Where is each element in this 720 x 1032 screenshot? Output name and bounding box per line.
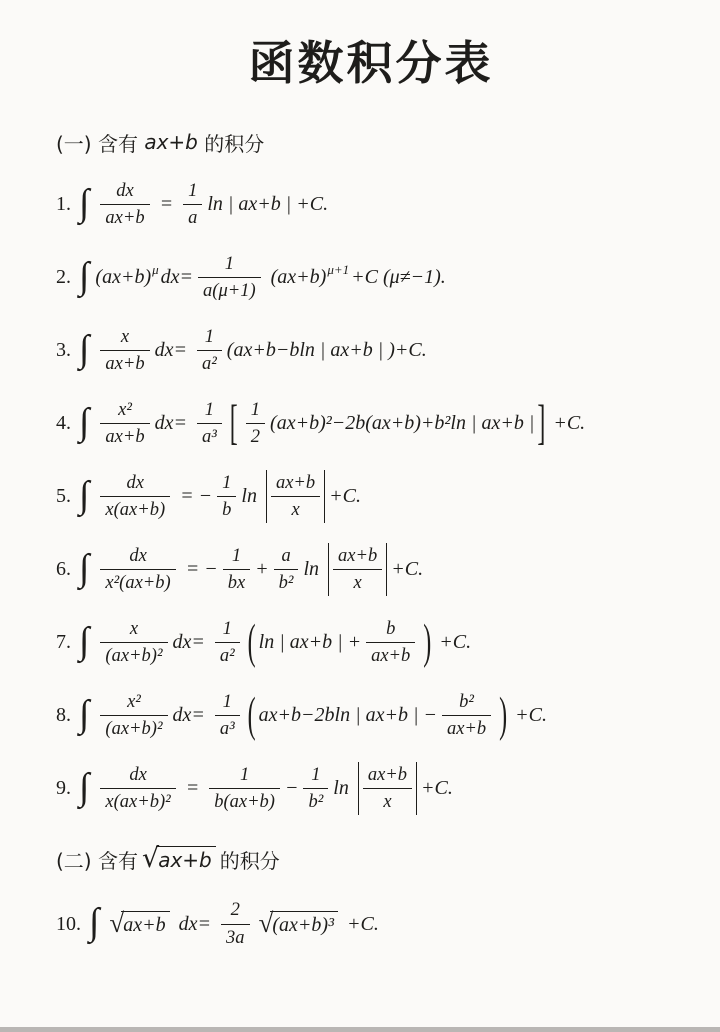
photo-bottom-edge bbox=[0, 1027, 720, 1032]
denominator: ax+b bbox=[442, 715, 491, 739]
numerator: 1 bbox=[250, 399, 261, 420]
fraction bbox=[100, 400, 149, 448]
open-delimiter: ( bbox=[247, 615, 256, 670]
section-1-text bbox=[56, 128, 264, 157]
integral-icon: ∫ bbox=[79, 692, 90, 735]
fraction bbox=[100, 619, 167, 667]
math-text: +C. bbox=[342, 912, 379, 935]
integral-icon: ∫ bbox=[79, 254, 90, 297]
fraction bbox=[442, 692, 491, 740]
math-text: dx= bbox=[173, 912, 216, 935]
denominator: b² bbox=[274, 569, 299, 593]
numerator: 1 bbox=[231, 545, 242, 566]
integral-icon: ∫ bbox=[79, 181, 90, 224]
section-1-header bbox=[56, 116, 686, 168]
fraction bbox=[246, 400, 265, 448]
integral-icon: ∫ bbox=[79, 765, 90, 808]
denominator: x²(ax+b) bbox=[100, 569, 175, 593]
formula-math bbox=[78, 543, 423, 597]
denominator: b bbox=[217, 496, 236, 520]
denominator: (ax+b)² bbox=[100, 715, 167, 739]
formula-math bbox=[78, 688, 548, 743]
fraction bbox=[217, 473, 236, 521]
radical-icon: √ bbox=[258, 908, 274, 939]
square-root bbox=[258, 908, 339, 939]
numerator: dx bbox=[129, 545, 147, 566]
denominator: 3a bbox=[221, 924, 250, 948]
math-text: ln | ax+b | + bbox=[258, 631, 362, 653]
numerator: dx bbox=[116, 180, 134, 201]
math-text: dx= bbox=[172, 631, 210, 653]
radical-icon: √ bbox=[109, 908, 125, 939]
absolute-value-fraction bbox=[266, 470, 325, 524]
fraction bbox=[100, 181, 149, 229]
square-root bbox=[141, 843, 216, 875]
numerator: 2 bbox=[230, 900, 240, 921]
math-text: (ax+b) bbox=[95, 266, 152, 288]
math-text: +C (μ≠−1). bbox=[351, 266, 446, 288]
math-text: +C. bbox=[391, 558, 424, 580]
fraction bbox=[100, 327, 149, 375]
numerator: 1 bbox=[204, 326, 215, 347]
numerator: b² bbox=[459, 691, 474, 712]
formula-number: 3. bbox=[56, 339, 71, 361]
math-text: (ax+b)²−2b(ax+b)+b²ln | ax+b | bbox=[270, 412, 535, 434]
math-text: +C. bbox=[510, 704, 548, 726]
fraction bbox=[197, 327, 222, 375]
page-title: 函数积分表 bbox=[248, 36, 494, 90]
denominator: a³ bbox=[197, 423, 222, 447]
math-text: ln bbox=[303, 558, 325, 580]
integral-icon: ∫ bbox=[79, 619, 90, 662]
formula-number: 5. bbox=[56, 485, 71, 507]
absolute-value-fraction bbox=[358, 762, 417, 816]
math-text: dx= bbox=[154, 412, 192, 434]
formula-math bbox=[78, 396, 586, 451]
formula-row-4 bbox=[56, 387, 686, 460]
math-text: +C. bbox=[434, 631, 472, 653]
section-text: (一) 含有 bbox=[56, 131, 145, 156]
formula-number: 9. bbox=[56, 777, 71, 799]
integral-icon: ∫ bbox=[89, 901, 100, 943]
formula-row-2 bbox=[56, 241, 686, 314]
denominator: b² bbox=[303, 788, 328, 812]
numerator: a bbox=[281, 545, 291, 566]
numerator: ax+b bbox=[338, 545, 378, 566]
denominator: a(μ+1) bbox=[198, 277, 261, 301]
formula-math bbox=[78, 181, 328, 229]
formula-number: 2. bbox=[56, 266, 71, 288]
formula-number: 7. bbox=[56, 631, 71, 653]
square-root bbox=[109, 908, 169, 939]
math-text: ln bbox=[241, 485, 262, 507]
denominator: ax+b bbox=[100, 350, 149, 374]
integral-icon: ∫ bbox=[79, 400, 90, 443]
numerator: x bbox=[120, 326, 130, 347]
fraction bbox=[366, 619, 415, 667]
formula-row-3 bbox=[56, 314, 686, 387]
math-text: +C. bbox=[548, 412, 586, 434]
numerator: ax+b bbox=[275, 472, 316, 493]
fraction bbox=[100, 473, 170, 521]
numerator: x² bbox=[118, 399, 132, 420]
absolute-value-fraction bbox=[328, 543, 387, 597]
math-text: dx= bbox=[160, 266, 194, 288]
formula-row-8 bbox=[56, 679, 686, 752]
radicand: ax+b bbox=[156, 846, 216, 872]
math-text: dx= bbox=[154, 339, 192, 361]
formula-number: 1. bbox=[56, 193, 71, 215]
integral-icon: ∫ bbox=[79, 327, 90, 370]
close-delimiter: ) bbox=[499, 688, 508, 743]
math-text: = − bbox=[175, 485, 213, 507]
formula-number: 10. bbox=[56, 912, 81, 935]
fraction bbox=[303, 765, 328, 813]
fraction bbox=[274, 546, 299, 594]
fraction bbox=[223, 546, 250, 594]
denominator: ax+b bbox=[366, 642, 415, 666]
fraction bbox=[100, 765, 175, 813]
radical-icon: √ bbox=[141, 843, 160, 875]
superscript: μ+1 bbox=[327, 261, 350, 277]
denominator: a bbox=[183, 204, 202, 228]
formula-math bbox=[78, 327, 427, 375]
math-text: (ax+b) bbox=[265, 266, 327, 288]
fraction bbox=[215, 692, 240, 740]
fraction bbox=[198, 254, 261, 302]
denominator: x(ax+b) bbox=[100, 496, 170, 520]
formula-math bbox=[78, 470, 361, 524]
formula-row-5 bbox=[56, 460, 686, 533]
math-text: = bbox=[154, 193, 179, 215]
numerator: x bbox=[129, 618, 139, 639]
numerator: 1 bbox=[224, 253, 234, 274]
formula-math bbox=[78, 762, 453, 816]
denominator: bx bbox=[223, 569, 250, 593]
denominator: 2 bbox=[246, 423, 265, 447]
numerator: 1 bbox=[239, 764, 250, 785]
math-text: ln | ax+b | +C. bbox=[207, 193, 329, 215]
denominator: a² bbox=[215, 642, 240, 666]
denominator: a³ bbox=[215, 715, 240, 739]
math-text: +C. bbox=[329, 485, 362, 507]
math-text: (ax+b−bln | ax+b | )+C. bbox=[226, 339, 427, 361]
formula-math bbox=[88, 900, 379, 948]
section-text: (二) 含有 bbox=[56, 848, 138, 873]
section-2-text bbox=[56, 845, 280, 874]
fraction bbox=[183, 181, 202, 229]
denominator: x bbox=[333, 569, 382, 593]
formula-row-9 bbox=[56, 752, 686, 825]
section-2-header bbox=[56, 833, 686, 885]
denominator: (ax+b)² bbox=[100, 642, 167, 666]
formula-math bbox=[78, 254, 446, 302]
formula-row-7 bbox=[56, 606, 686, 679]
close-delimiter: ) bbox=[423, 615, 432, 670]
math-text: = bbox=[180, 777, 205, 799]
open-delimiter: [ bbox=[229, 396, 238, 451]
denominator: a² bbox=[197, 350, 222, 374]
math-text: = − bbox=[180, 558, 218, 580]
denominator: x(ax+b)² bbox=[100, 788, 175, 812]
math-text: dx= bbox=[172, 704, 210, 726]
fraction bbox=[221, 900, 250, 948]
numerator: 1 bbox=[188, 180, 198, 201]
numerator: ax+b bbox=[367, 764, 408, 785]
math-text: ln bbox=[333, 777, 354, 799]
formula-row-1 bbox=[56, 168, 686, 241]
formula-row-10 bbox=[56, 885, 686, 963]
denominator: ax+b bbox=[100, 423, 149, 447]
denominator: ax+b bbox=[100, 204, 149, 228]
formula-number: 6. bbox=[56, 558, 71, 580]
numerator: 1 bbox=[222, 472, 232, 493]
denominator: x bbox=[363, 788, 412, 812]
section-text: 的积分 bbox=[219, 848, 280, 873]
fraction bbox=[209, 765, 280, 813]
formula-number: 4. bbox=[56, 412, 71, 434]
numerator: dx bbox=[129, 764, 147, 785]
math-text: ax+b bbox=[144, 130, 198, 154]
formula-number: 8. bbox=[56, 704, 71, 726]
radicand: ax+b bbox=[121, 911, 169, 937]
numerator: 1 bbox=[204, 399, 215, 420]
integral-icon: ∫ bbox=[79, 546, 90, 589]
fraction bbox=[197, 400, 222, 448]
denominator: x bbox=[271, 496, 320, 520]
denominator: b(ax+b) bbox=[209, 788, 280, 812]
open-delimiter: ( bbox=[247, 688, 256, 743]
numerator: dx bbox=[126, 472, 145, 493]
formula-row-6 bbox=[56, 533, 686, 606]
numerator: 1 bbox=[222, 691, 232, 712]
math-text: + bbox=[255, 558, 269, 580]
fraction bbox=[100, 692, 167, 740]
radicand: (ax+b)³ bbox=[270, 911, 338, 937]
close-delimiter: ] bbox=[537, 396, 546, 451]
superscript: μ bbox=[152, 261, 159, 277]
numerator: 1 bbox=[222, 618, 232, 639]
formula-math bbox=[78, 615, 472, 670]
numerator: x² bbox=[127, 691, 141, 712]
section-text: 的积分 bbox=[197, 131, 265, 156]
integral-icon: ∫ bbox=[79, 473, 90, 516]
fraction bbox=[215, 619, 240, 667]
math-text: +C. bbox=[421, 777, 453, 799]
numerator: b bbox=[386, 618, 396, 639]
math-text: ax+b−2bln | ax+b | − bbox=[258, 704, 437, 726]
fraction bbox=[100, 546, 175, 594]
numerator: 1 bbox=[311, 764, 321, 785]
math-text: − bbox=[284, 777, 299, 799]
